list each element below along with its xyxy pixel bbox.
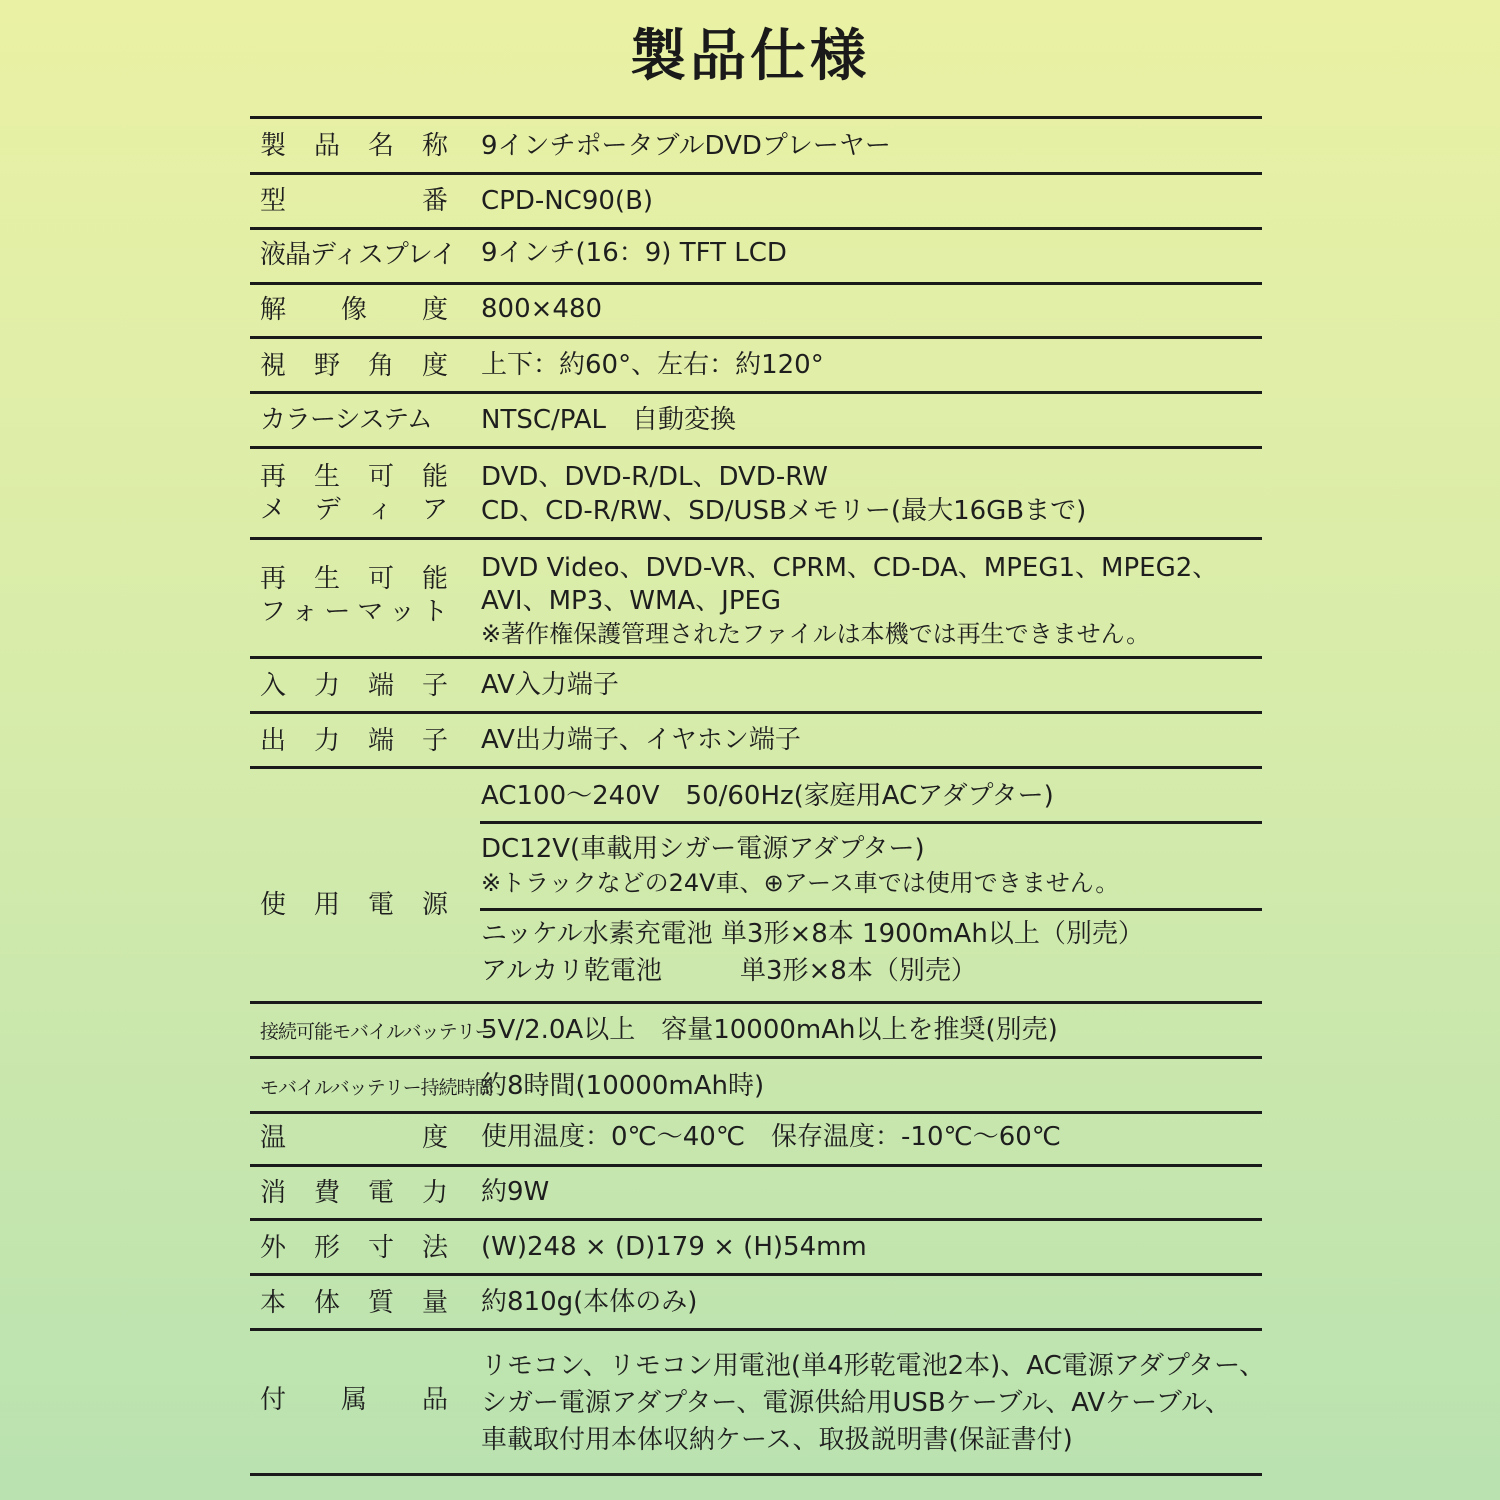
spec-label-dimensions: 外形寸法 bbox=[260, 1233, 448, 1263]
spec-value-input: AV入力端子 bbox=[481, 670, 619, 700]
spec-value-power-battery bbox=[481, 918, 1261, 987]
spec-label-media-2: メディア bbox=[260, 495, 448, 525]
divider bbox=[250, 1111, 1262, 1114]
page-title: 製品仕様 bbox=[630, 24, 870, 89]
divider bbox=[250, 391, 1262, 394]
spec-value-mobile-battery: 5V/2.0A以上 容量10000mAh以上を推奨(別売) bbox=[481, 1015, 1058, 1045]
spec-value-format-note: ※著作権保護管理されたファイルは本機では再生できません。 bbox=[481, 620, 1151, 648]
spec-label-product-name: 製品名称 bbox=[260, 131, 448, 161]
divider bbox=[250, 282, 1262, 285]
divider bbox=[250, 172, 1262, 175]
spec-value-product-name: 9インチポータブルDVDプレーヤー bbox=[481, 131, 891, 161]
spec-label-input: 入力端子 bbox=[260, 671, 448, 701]
spec-value-format-line: AVI、MP3、WMA、JPEG bbox=[481, 586, 782, 616]
spec-value-accessories-line: リモコン、リモコン用電池(単4形乾電池2本)、AC電源アダプター、 bbox=[481, 1351, 1266, 1381]
spec-value-power-battery-line: ニッケル水素充電池 単3形×8本 1900mAh以上（別売） bbox=[481, 919, 1144, 949]
spec-value-media-line: DVD、DVD-R/DL、DVD-RW bbox=[481, 462, 828, 492]
divider bbox=[250, 711, 1262, 714]
divider bbox=[250, 336, 1262, 339]
divider bbox=[250, 1218, 1262, 1221]
spec-value-resolution: 800×480 bbox=[481, 294, 603, 324]
spec-value-dimensions: (W)248 × (D)179 × (H)54mm bbox=[481, 1232, 867, 1262]
spec-value-power-consumption: 約9W bbox=[481, 1177, 550, 1207]
divider bbox=[250, 766, 1262, 769]
spec-label-weight: 本体質量 bbox=[260, 1288, 448, 1318]
spec-label-power-consumption: 消費電力 bbox=[260, 1178, 448, 1208]
spec-value-format bbox=[481, 552, 1261, 651]
spec-label-resolution: 解像度 bbox=[260, 295, 448, 325]
divider bbox=[250, 1164, 1262, 1167]
spec-value-battery-duration: 約8時間(10000mAh時) bbox=[481, 1071, 765, 1101]
divider bbox=[250, 116, 1262, 119]
spec-value-media bbox=[481, 461, 1261, 527]
divider bbox=[480, 908, 1262, 911]
spec-value-display: 9インチ(16：9) TFT LCD bbox=[481, 238, 787, 268]
spec-value-model: CPD-NC90(B) bbox=[481, 186, 654, 216]
spec-label-color-system: カラーシステム bbox=[260, 405, 432, 435]
divider bbox=[250, 1056, 1262, 1059]
divider bbox=[250, 1328, 1262, 1331]
spec-value-output: AV出力端子、イヤホン端子 bbox=[481, 725, 801, 755]
spec-value-temperature: 使用温度：0℃〜40℃ 保存温度：-10℃〜60℃ bbox=[481, 1122, 1061, 1152]
divider bbox=[250, 227, 1262, 230]
spec-label-temperature: 温度 bbox=[260, 1123, 448, 1153]
spec-value-power-dc-note: ※トラックなどの24V車、⊕アース車では使用できません。 bbox=[481, 869, 1120, 897]
spec-label-power: 使用電源 bbox=[260, 890, 448, 920]
spec-value-power-dc bbox=[481, 833, 1261, 899]
divider bbox=[250, 446, 1262, 449]
divider bbox=[250, 1273, 1262, 1276]
spec-value-media-line: CD、CD-R/RW、SD/USBメモリー(最大16GBまで) bbox=[481, 496, 1087, 526]
spec-value-color-system: NTSC/PAL 自動変換 bbox=[481, 405, 737, 435]
spec-value-power-dc-line: DC12V(車載用シガー電源アダプター) bbox=[481, 834, 925, 864]
divider bbox=[250, 1001, 1262, 1004]
spec-label-mobile-battery: 接続可能モバイルバッテリー bbox=[260, 1021, 493, 1043]
spec-label-viewing-angle: 視野角度 bbox=[260, 351, 448, 381]
spec-label-model: 型番 bbox=[260, 186, 448, 216]
spec-label-format-2: フォーマット bbox=[260, 597, 448, 627]
spec-value-viewing-angle: 上下：約60°、左右：約120° bbox=[481, 350, 824, 380]
spec-label-media-1: 再生可能 bbox=[260, 462, 448, 492]
divider bbox=[250, 1473, 1262, 1476]
spec-label-display: 液晶ディスプレイ bbox=[260, 240, 456, 270]
spec-value-accessories-line: 車載取付用本体収納ケース、取扱説明書(保証書付) bbox=[481, 1425, 1073, 1455]
spec-value-weight: 約810g(本体のみ) bbox=[481, 1287, 698, 1317]
spec-value-power-ac: AC100〜240V 50/60Hz(家庭用ACアダプター) bbox=[481, 781, 1054, 811]
divider bbox=[250, 537, 1262, 540]
divider bbox=[480, 821, 1262, 824]
divider bbox=[250, 656, 1262, 659]
spec-label-battery-duration: モバイルバッテリー持続時間 bbox=[260, 1077, 493, 1099]
spec-value-accessories bbox=[481, 1350, 1266, 1461]
spec-value-power-battery-line: アルカリ乾電池 単3形×8本（別売） bbox=[481, 956, 977, 986]
spec-label-output: 出力端子 bbox=[260, 726, 448, 756]
spec-label-format-1: 再生可能 bbox=[260, 564, 448, 594]
spec-value-accessories-line: シガー電源アダプター、電源供給用USBケーブル、AVケーブル、 bbox=[481, 1388, 1231, 1418]
spec-value-format-line: DVD Video、DVD-VR、CPRM、CD-DA、MPEG1、MPEG2、 bbox=[481, 553, 1219, 583]
spec-label-accessories: 付属品 bbox=[260, 1385, 448, 1415]
